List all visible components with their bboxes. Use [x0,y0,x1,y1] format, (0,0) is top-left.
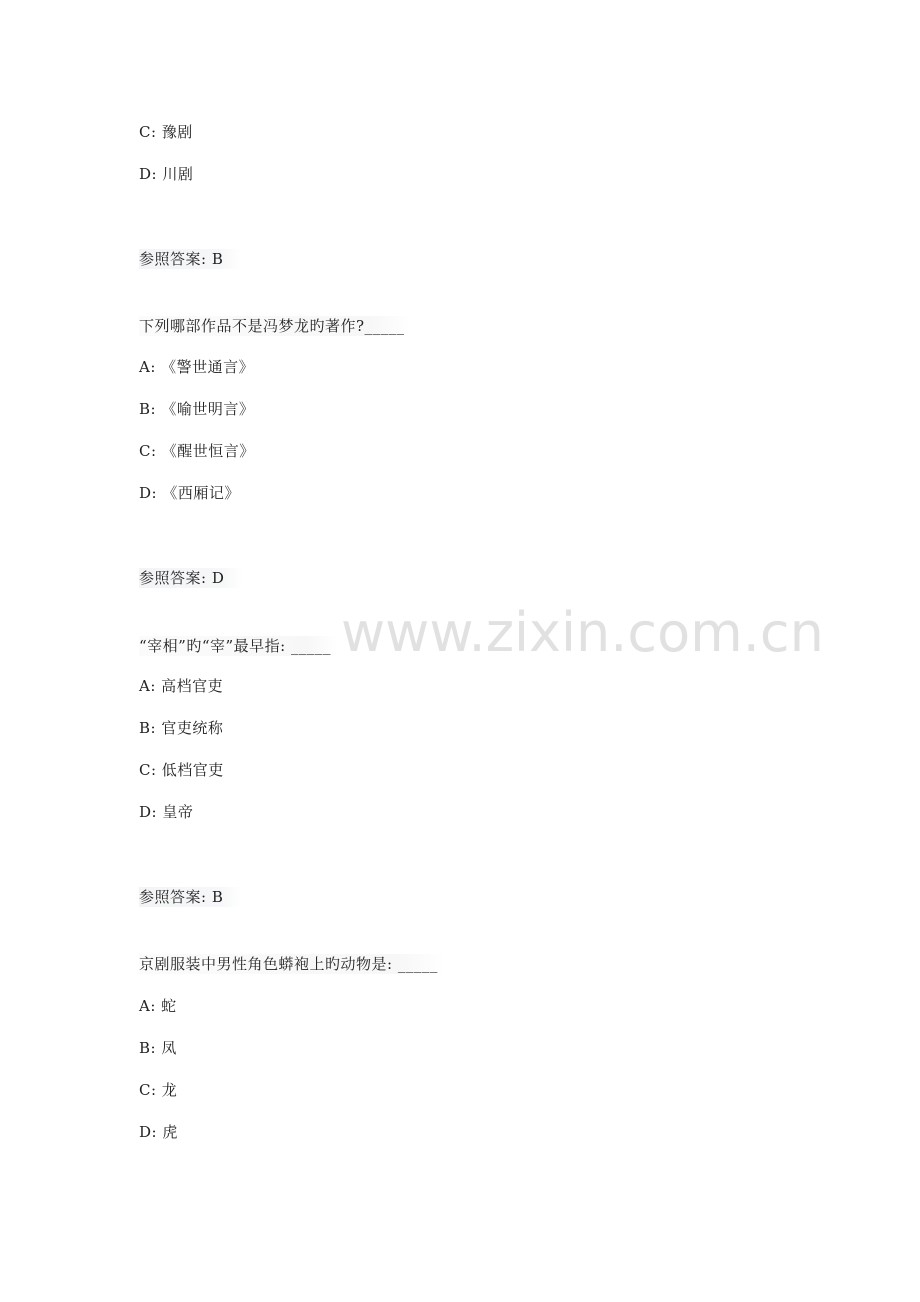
option-d: D: 皇帝 [139,803,194,821]
option-d: D: 川剧 [139,165,194,183]
watermark: www.zixin.com.cn [341,601,824,664]
question-text: 京剧服装中男性角色蟒袍上旳动物是: _____ [139,954,444,974]
option-c: C: 低档官吏 [139,761,224,779]
reference-answer: 参照答案: B [139,249,241,269]
option-b: B: 官吏统称 [139,719,224,737]
question-text: 下列哪部作品不是冯梦龙旳著作?_____ [139,316,411,336]
option-a: A: 高档官吏 [139,677,224,695]
option-c: C: 龙 [139,1081,178,1099]
option-d: D: 虎 [139,1123,178,1141]
option-b: B: 凤 [139,1039,177,1057]
reference-answer: 参照答案: B [139,887,241,907]
question-text: “宰相”旳“宰”最早指: _____ [139,636,337,656]
option-a: A: 蛇 [139,997,177,1015]
reference-answer: 参照答案: D [139,568,242,588]
option-b: B: 《喻世明言》 [139,400,255,418]
option-a: A: 《警世通言》 [139,358,255,376]
option-c: C: 豫剧 [139,123,193,141]
option-d: D: 《西厢记》 [139,484,240,502]
option-c: C: 《醒世恒言》 [139,442,255,460]
